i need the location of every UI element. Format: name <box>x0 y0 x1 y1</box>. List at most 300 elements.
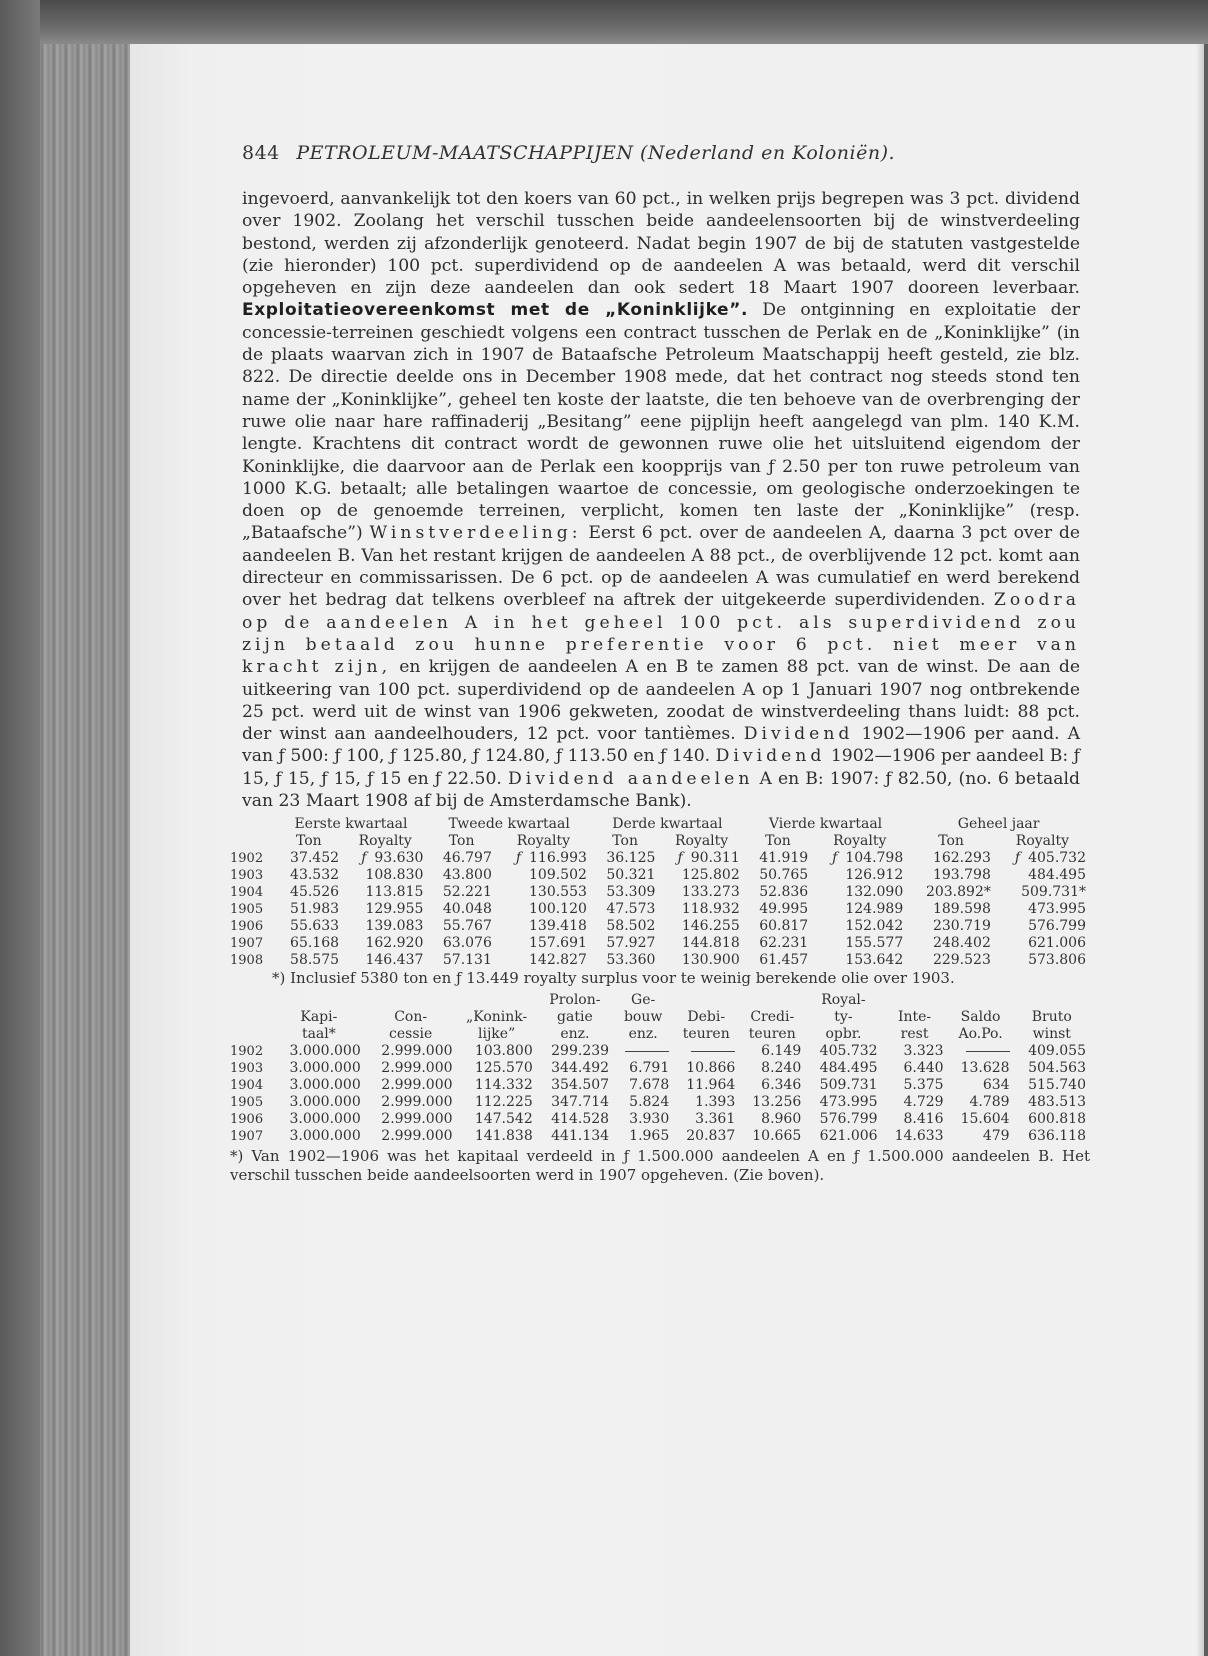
table-cell: 13.628 <box>960 1060 1010 1077</box>
table-cell <box>275 901 343 918</box>
column-header: Kapi- <box>300 1009 338 1026</box>
cell-value: 203.892* <box>925 884 991 901</box>
table-cell: 6.149 <box>761 1043 802 1060</box>
table-row <box>230 1077 1090 1094</box>
column-header: Royalty <box>674 833 729 850</box>
table-cell: 3.000.000 <box>289 1111 361 1128</box>
cell-value: 37.452 <box>290 850 340 867</box>
group-header: Geheel jaar <box>957 816 1040 833</box>
running-title: PETROLEUM-MAATSCHAPPIJEN (Nederland en Koloniën). <box>296 142 896 164</box>
table-cell <box>673 1043 739 1060</box>
year-cell: 1904 <box>230 885 264 901</box>
cell-value: 484.495 <box>1028 867 1086 884</box>
table-cell: 1.965 <box>629 1128 670 1145</box>
cell-value: 50.765 <box>759 867 809 884</box>
table-sub-header-row <box>230 833 1090 850</box>
table-cell: 484.495 <box>819 1060 878 1077</box>
table-cell <box>427 901 495 918</box>
year-cell: 1903 <box>230 1061 264 1077</box>
table-cell: 2.999.000 <box>381 1043 453 1060</box>
table-cell <box>812 884 907 901</box>
balance-table-header <box>230 992 1090 1043</box>
table-cell: 3.000.000 <box>289 1128 361 1145</box>
column-header: Ton <box>448 833 475 850</box>
table-cell <box>496 935 591 952</box>
table-row <box>230 901 1090 918</box>
table-cell: 2.999.000 <box>381 1128 453 1145</box>
table-cell <box>812 918 907 935</box>
table-cell <box>591 850 659 867</box>
column-header: teuren <box>682 1026 730 1043</box>
column-header: opbr. <box>825 1026 862 1043</box>
group-header: Derde kwartaal <box>612 816 723 833</box>
table-cell: 147.542 <box>474 1111 533 1128</box>
table-cell <box>275 884 343 901</box>
table-cell <box>496 952 591 969</box>
table-cell <box>427 952 495 969</box>
book-top-edge <box>40 0 1208 44</box>
table-cell <box>744 952 812 969</box>
cell-value: 109.502 <box>529 867 587 884</box>
column-header: Royal- <box>821 992 866 1009</box>
empty-dash <box>625 1051 669 1052</box>
column-header: Prolon- <box>549 992 601 1009</box>
column-header <box>230 992 273 1009</box>
table-cell <box>659 918 743 935</box>
cell-value: 144.818 <box>681 935 740 952</box>
winstverdeeling-label: Winstverdeeling: <box>369 523 582 544</box>
table-cell: 1.393 <box>695 1094 736 1111</box>
currency-symbol: ƒ <box>832 850 838 867</box>
table-cell: 6.440 <box>903 1060 944 1077</box>
page-number: 844 <box>242 142 280 164</box>
table-cell <box>812 901 907 918</box>
table-cell <box>744 867 812 884</box>
table-row <box>230 850 1090 867</box>
table-cell <box>812 952 907 969</box>
dividend-text-1: 1902—1906 per aand. A van ƒ 500: ƒ 100, ƒ 125.80, ƒ 124.80, ƒ 113.50 en ƒ 140. <box>242 724 1080 767</box>
table-cell: 414.528 <box>551 1111 610 1128</box>
cell-value: 55.767 <box>442 918 492 935</box>
table-cell <box>812 935 907 952</box>
column-header: bouw <box>623 1009 663 1026</box>
cell-value: 55.633 <box>290 918 340 935</box>
table-cell: 8.416 <box>903 1111 944 1128</box>
table-cell <box>659 884 743 901</box>
table-cell: 2.999.000 <box>381 1094 453 1111</box>
table-cell: 354.507 <box>551 1077 610 1094</box>
table-cell <box>343 850 427 867</box>
cell-value: 58.575 <box>290 952 340 969</box>
cell-value: 133.273 <box>681 884 740 901</box>
cell-value: 57.927 <box>606 935 656 952</box>
cell-value: 60.817 <box>759 918 809 935</box>
year-cell: 1908 <box>230 953 264 969</box>
cell-value: 405.732 <box>1028 850 1086 867</box>
table-group-header-row <box>230 816 1090 833</box>
cell-value: 36.125 <box>606 850 656 867</box>
table-cell: 636.118 <box>1028 1128 1086 1145</box>
table-cell: 600.818 <box>1028 1111 1086 1128</box>
cell-value: 100.120 <box>529 901 587 918</box>
column-header: Royalty <box>833 833 887 850</box>
production-footnote: *) Inclusief 5380 ton en ƒ 13.449 royalty surplus voor te weinig berekende olie over 1903. <box>272 969 955 988</box>
cell-value: 130.553 <box>529 884 587 901</box>
cell-value: 118.932 <box>681 901 740 918</box>
table-header-row <box>230 992 1090 1009</box>
column-header: rest <box>900 1026 929 1043</box>
column-header <box>1014 992 1090 1009</box>
cell-value: 124.989 <box>845 901 904 918</box>
table-cell <box>275 935 343 952</box>
column-header: „Konink- <box>466 1009 528 1026</box>
page-shadow <box>1196 44 1204 1656</box>
paragraph-1: ingevoerd, aanvankelijk tot den koers van 60 pct., in welken prijs begrepen was 3 pct. dividend over 1902. Zoolang het verschil tusschen beide aandeelensoorten bij de winstverdeeling bestond, werden zij afzonderlijk genoteerd. Nadat begin 1907 de bij de statuten vastgestelde (zie hieronder) 100 pct. superdividend op de aandeelen A was betaald, werd dit verschil opgeheven en zijn deze aandeelen dan ook sedert 18 Maart 1907 dooreen leverbaar. <box>242 189 1080 299</box>
table-cell: 13.256 <box>752 1094 802 1111</box>
column-header: Ton <box>765 833 791 850</box>
table-cell: 2.999.000 <box>381 1111 453 1128</box>
table-cell <box>995 850 1090 867</box>
cell-value: 152.042 <box>845 918 904 935</box>
empty-dash <box>691 1051 735 1052</box>
group-header: Eerste kwartaal <box>294 816 408 833</box>
table-cell <box>427 867 495 884</box>
table-cell <box>907 935 995 952</box>
table-row <box>230 1128 1090 1145</box>
table-cell <box>343 901 427 918</box>
table-cell: 141.838 <box>474 1128 533 1145</box>
cell-value: 509.731* <box>1021 884 1086 901</box>
column-header: Saldo <box>960 1009 1001 1026</box>
table-cell <box>591 867 659 884</box>
table-cell <box>907 850 995 867</box>
column-header: Con- <box>394 1009 428 1026</box>
table-cell <box>427 850 495 867</box>
cell-value: 139.418 <box>529 918 587 935</box>
cell-value: 248.402 <box>932 935 991 952</box>
column-header: Royalty <box>358 833 412 850</box>
table-row <box>230 935 1090 952</box>
cell-value: 43.532 <box>290 867 340 884</box>
cell-value: 58.502 <box>606 918 656 935</box>
table-cell <box>275 850 343 867</box>
column-header: enz. <box>628 1026 658 1043</box>
table-cell <box>659 901 743 918</box>
running-header <box>242 142 1080 164</box>
year-cell: 1906 <box>230 1112 264 1128</box>
dividend-text-2: 1902—1906 per aandeel B: ƒ 15, ƒ 15, ƒ 15, ƒ 15 en ƒ 22.50. <box>242 746 1080 789</box>
table-cell <box>812 867 907 884</box>
table-cell: 409.055 <box>1028 1043 1086 1060</box>
cell-value: 573.806 <box>1028 952 1086 969</box>
paragraph-3a: Eerst 6 pct. over de aandeelen A, daarna 3 pct over de aandeelen B. Van het restant krijgen de aandeelen A 88 pct., de overblijvende 12 pct. komt aan directeur en commissarissen. De 6 pct. op de aandeelen A was cumulatief en werd berekend over het bedrag dat telkens overbleef na aftrek der uitgekeerde superdividenden. <box>242 523 1081 611</box>
column-header <box>230 1009 273 1026</box>
year-cell: 1903 <box>230 868 264 884</box>
table-cell: 103.800 <box>474 1043 533 1060</box>
table-cell <box>659 850 743 867</box>
year-cell: 1907 <box>230 936 264 952</box>
cell-value: 50.321 <box>606 867 656 884</box>
group-header: Vierde kwartaal <box>768 816 883 833</box>
cell-value: 162.920 <box>365 935 424 952</box>
table-cell <box>343 918 427 935</box>
table-cell: 10.866 <box>686 1060 736 1077</box>
table-cell: 479 <box>982 1128 1010 1145</box>
dividend-label-2: Dividend <box>715 746 826 767</box>
cell-value: 116.993 <box>529 850 587 867</box>
cell-value: 63.076 <box>442 935 492 952</box>
dividend-label-1: Dividend <box>743 724 854 745</box>
table-cell <box>496 850 591 867</box>
table-cell <box>659 935 743 952</box>
empty-dash <box>966 1051 1010 1052</box>
column-header: Inte- <box>897 1009 932 1026</box>
table-cell <box>591 935 659 952</box>
column-header <box>948 992 1014 1009</box>
table-cell: 112.225 <box>474 1094 533 1111</box>
body-text <box>242 188 1080 812</box>
table-cell <box>427 935 495 952</box>
currency-symbol: ƒ <box>361 850 367 867</box>
table-cell <box>496 867 591 884</box>
table-cell <box>427 884 495 901</box>
table-cell <box>744 918 812 935</box>
table-cell: 3.361 <box>695 1111 736 1128</box>
table-cell: 515.740 <box>1028 1077 1086 1094</box>
year-cell: 1905 <box>230 902 264 918</box>
cell-value: 52.221 <box>442 884 492 901</box>
table-cell <box>995 935 1090 952</box>
cell-value: 146.437 <box>365 952 424 969</box>
table-cell <box>744 850 812 867</box>
column-header: Credi- <box>750 1009 795 1026</box>
table-cell <box>907 867 995 884</box>
column-header: Ton <box>612 833 638 850</box>
production-royalty-table <box>230 816 1090 969</box>
table-cell: 509.731 <box>819 1077 878 1094</box>
column-header: taal* <box>301 1026 336 1043</box>
cell-value: 139.083 <box>365 918 424 935</box>
column-header: Royalty <box>1015 833 1070 850</box>
book-page-edges <box>0 0 135 1656</box>
table-row <box>230 1060 1090 1077</box>
cell-value: 193.798 <box>932 867 991 884</box>
year-cell: 1907 <box>230 1129 264 1145</box>
table-cell <box>907 901 995 918</box>
cell-value: 62.231 <box>759 935 809 952</box>
table-cell: 6.791 <box>629 1060 670 1077</box>
table-cell: 4.729 <box>903 1094 944 1111</box>
page-content <box>230 142 1090 1185</box>
column-header: winst <box>1032 1026 1071 1043</box>
table-cell: 347.714 <box>551 1094 610 1111</box>
column-header <box>673 992 739 1009</box>
balance-table <box>230 992 1090 1145</box>
cell-value: 90.311 <box>690 850 740 867</box>
table-cell: 4.789 <box>969 1094 1010 1111</box>
table-cell <box>744 935 812 952</box>
cell-value: 41.919 <box>759 850 809 867</box>
table-cell: 5.824 <box>629 1094 670 1111</box>
cell-value: 229.523 <box>932 952 991 969</box>
cell-value: 47.573 <box>606 901 656 918</box>
paragraph-3-spaced: Zoodra op de aandeelen A in het geheel 100 pct. als superdividend zou zijn betaald zou hunne preferentie voor 6 pct. niet meer van kracht zijn, <box>242 590 1080 678</box>
balance-footnote: *) Van 1902—1906 was het kapitaal verdeeld in ƒ 1.500.000 aandeelen A en ƒ 1.500.000 aandeelen B. Het verschil tusschen beide aandeelsoorten werd in 1907 opgeheven. (Zie boven). <box>230 1147 1090 1185</box>
table-cell <box>275 952 343 969</box>
table-cell <box>659 867 743 884</box>
table-cell: 299.239 <box>551 1043 610 1060</box>
table-cell: 3.000.000 <box>289 1094 361 1111</box>
column-header <box>882 992 948 1009</box>
table-cell: 621.006 <box>819 1128 878 1145</box>
column-header: Debi- <box>687 1009 726 1026</box>
table-cell: 576.799 <box>819 1111 878 1128</box>
cell-value: 130.900 <box>681 952 740 969</box>
table-cell <box>427 918 495 935</box>
column-header: Bruto <box>1031 1009 1072 1026</box>
cell-value: 57.131 <box>442 952 492 969</box>
group-header: Tweede kwartaal <box>448 816 570 833</box>
table-cell: 3.930 <box>629 1111 670 1128</box>
table-cell: 6.346 <box>761 1077 802 1094</box>
currency-symbol: ƒ <box>677 850 683 867</box>
table-cell <box>496 901 591 918</box>
paragraph-2: De ontginning en exploitatie der concessie-terreinen geschiedt volgens een contract tusschen de Perlak en de „Koninklijke” (in de plaats waarvan zich in 1907 de Bataafsche Petroleum Maatschappij heeft gesteld, zie blz. 822. De directie deelde ons in December 1908 mede, dat het contract nog steeds stond ten name der „Koninklijke”, geheel ten koste der laatste, die ten behoeve van de overbrenging der ruwe olie naar hare raffinaderij „Besitang” eene pijplijn heeft aangelegd van plm. 140 K.M. lengte. Krachtens dit contract wordt de gewonnen ruwe olie het uitsluitend eigendom der Koninklijke, die daarvoor aan de Perlak een koopprijs van ƒ 2.50 per ton ruwe petroleum van 1000 K.G. betaalt; alle betalingen waartoe de concessie, om geologische onderzoekingen te doen op de genoemde terreinen, verplicht, komen ten laste der „Koninklijke” (resp. „Bataafsche”) <box>242 300 1080 544</box>
table-cell <box>995 884 1090 901</box>
cell-value: 576.799 <box>1028 918 1086 935</box>
year-cell: 1904 <box>230 1078 264 1094</box>
cell-value: 104.798 <box>845 850 904 867</box>
column-header: gatie <box>557 1009 593 1026</box>
column-header <box>365 992 457 1009</box>
cell-value: 155.577 <box>845 935 904 952</box>
table-cell: 8.960 <box>761 1111 802 1128</box>
column-header: cessie <box>389 1026 433 1043</box>
column-header <box>230 1026 273 1043</box>
table-header-row <box>230 1026 1090 1043</box>
table-cell: 5.375 <box>903 1077 944 1094</box>
table-cell: 3.000.000 <box>289 1060 361 1077</box>
table-cell <box>907 952 995 969</box>
year-cell: 1906 <box>230 919 264 935</box>
table-cell: 3.000.000 <box>289 1043 361 1060</box>
table-cell: 504.563 <box>1028 1060 1086 1077</box>
year-cell: 1905 <box>230 1095 264 1111</box>
table-cell <box>591 918 659 935</box>
cell-value: 46.797 <box>442 850 492 867</box>
cell-value: 113.815 <box>365 884 424 901</box>
year-cell: 1902 <box>230 1044 264 1060</box>
table-cell: 3.323 <box>903 1043 944 1060</box>
table-cell <box>812 850 907 867</box>
table-cell: 11.964 <box>686 1077 736 1094</box>
cell-value: 93.630 <box>374 850 424 867</box>
cell-value: 189.598 <box>932 901 991 918</box>
table-cell <box>343 935 427 952</box>
table-cell: 10.665 <box>752 1128 802 1145</box>
table-cell: 483.513 <box>1028 1094 1086 1111</box>
column-header: Ge- <box>631 992 656 1009</box>
table-cell: 114.332 <box>474 1077 533 1094</box>
cell-value: 146.255 <box>681 918 740 935</box>
table-cell: 7.678 <box>629 1077 670 1094</box>
cell-value: 43.800 <box>442 867 492 884</box>
table-cell: 405.732 <box>819 1043 878 1060</box>
cell-value: 125.802 <box>681 867 740 884</box>
table-cell <box>275 867 343 884</box>
production-table-body <box>230 850 1090 969</box>
cell-value: 53.360 <box>606 952 656 969</box>
table-row <box>230 1094 1090 1111</box>
table-cell <box>591 952 659 969</box>
cell-value: 153.642 <box>845 952 904 969</box>
dividend-text-3: A en B: 1907: ƒ 82.50, (no. 6 betaald van 23 Maart 1908 af bij de Amsterdamsche Bank). <box>242 768 1080 812</box>
table-cell: 634 <box>982 1077 1010 1094</box>
table-row <box>230 918 1090 935</box>
cell-value: 129.955 <box>365 901 424 918</box>
table-cell <box>995 952 1090 969</box>
table-cell <box>995 918 1090 935</box>
cell-value: 142.827 <box>529 952 587 969</box>
table-row <box>230 1043 1090 1060</box>
column-header <box>739 992 805 1009</box>
table-cell <box>744 884 812 901</box>
table-header-row <box>230 1009 1090 1026</box>
table-cell <box>995 901 1090 918</box>
table-cell <box>613 1043 673 1060</box>
cell-value: 53.309 <box>606 884 656 901</box>
table-cell: 20.837 <box>686 1128 736 1145</box>
table-cell: 15.604 <box>960 1111 1010 1128</box>
currency-symbol: ƒ <box>1014 850 1021 867</box>
table-cell: 14.633 <box>894 1128 944 1145</box>
cell-value: 61.457 <box>759 952 809 969</box>
column-header: lijke” <box>478 1026 516 1043</box>
column-header <box>457 992 537 1009</box>
column-header: teuren <box>748 1026 796 1043</box>
year-cell: 1902 <box>230 851 264 867</box>
cell-value: 52.836 <box>759 884 809 901</box>
cell-value: 230.719 <box>932 918 991 935</box>
table-cell <box>343 952 427 969</box>
table-cell: 2.999.000 <box>381 1077 453 1094</box>
table-row <box>230 1111 1090 1128</box>
column-header: Royalty <box>516 833 571 850</box>
cell-value: 132.090 <box>845 884 904 901</box>
table-cell: 125.570 <box>474 1060 533 1077</box>
table-cell <box>496 918 591 935</box>
table-cell: 3.000.000 <box>289 1077 361 1094</box>
table-cell <box>343 884 427 901</box>
table-cell: 344.492 <box>551 1060 610 1077</box>
table-cell <box>591 884 659 901</box>
table-cell <box>496 884 591 901</box>
dividend-label-3: Dividend aandeelen <box>507 768 754 789</box>
table-cell: 8.240 <box>761 1060 802 1077</box>
table-cell <box>907 918 995 935</box>
table-cell <box>275 918 343 935</box>
cell-value: 40.048 <box>442 901 492 918</box>
table-cell <box>659 952 743 969</box>
balance-table-body <box>230 1043 1090 1145</box>
cell-value: 621.006 <box>1028 935 1086 952</box>
table-cell <box>591 901 659 918</box>
paragraph <box>242 188 1080 812</box>
column-header <box>273 992 365 1009</box>
table-row <box>230 952 1090 969</box>
table-cell <box>744 901 812 918</box>
column-header: Ton <box>295 833 322 850</box>
